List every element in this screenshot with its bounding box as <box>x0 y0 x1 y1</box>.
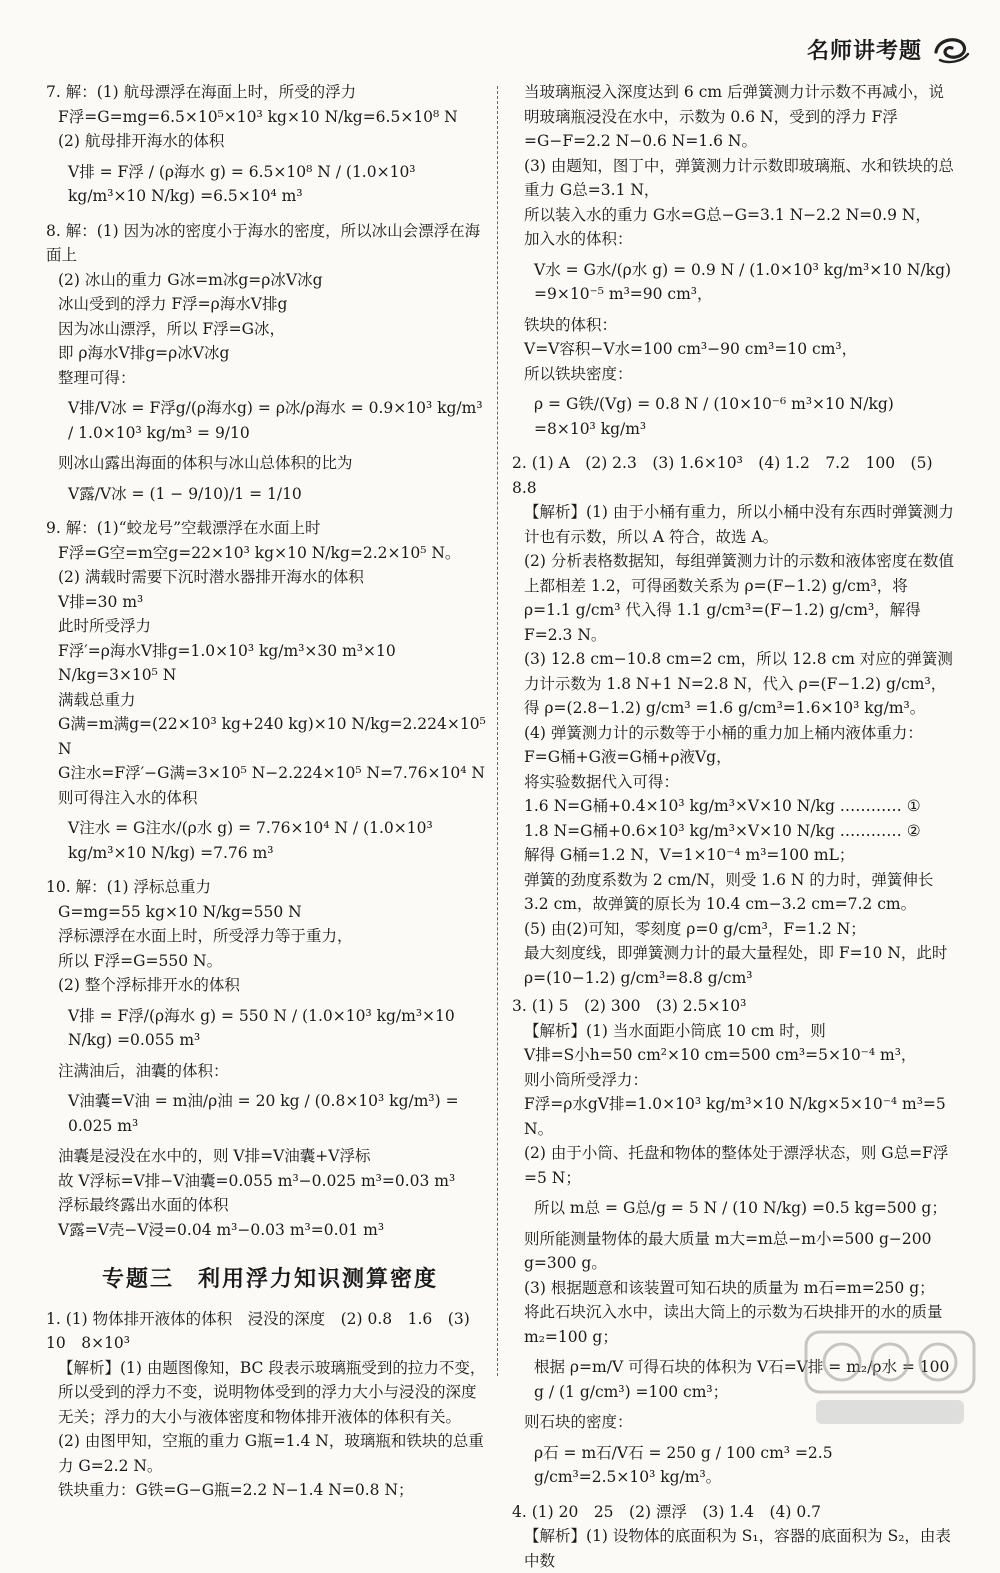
left-column-line: 油囊是浸没在水中的，则 V排=V油囊+V浮标 <box>58 1147 371 1165</box>
left-column-line: 8. 解：(1) 因为冰的密度小于海水的密度，所以冰山会漂浮在海面上 <box>46 221 481 264</box>
left-column-line: V注水 = G注水/(ρ水 g) = 7.76×10⁴ N / (1.0×10³ kg/m³×10 N/kg) =7.76 m³ <box>68 819 438 862</box>
right-column-line: 将实验数据代入可得： <box>524 772 680 791</box>
right-column-line: V水 = G水/(ρ水 g) = 0.9 N / (1.0×10³ kg/m³×10 N/kg) =9×10⁻⁵ m³=90 cm³， <box>534 260 956 303</box>
left-after-title-line: 铁块重力：G铁=G−G瓶=2.2 N−1.4 N=0.8 N； <box>58 1481 414 1499</box>
right-column-line: 将此石块沉入水中，读出大筒上的示数为石块排开的水的质量 m₂=100 g； <box>524 1303 948 1346</box>
left-column-line: 则可得注入水的体积 <box>58 788 198 807</box>
left-column-line: 则冰山露出海面的体积与冰山总体积的比为 <box>58 454 353 472</box>
left-column-line: 浮标最终露出水面的体积 <box>58 1196 229 1214</box>
left-column-line: (2) 冰山的重力 G冰=m冰g=ρ冰V冰g <box>58 270 323 289</box>
left-column-line: V排 = F浮/(ρ海水 g) = 550 N / (1.0×10³ kg/m³×10 N/kg) =0.055 m³ <box>68 1006 460 1049</box>
left-column-line: (2) 整个浮标排开水的体积 <box>58 976 240 994</box>
right-column-line: 所以装入水的重力 G水=G总−G=3.1 N−2.2 N=0.9 N， <box>524 205 931 224</box>
right-column-line: V=V容积−V水=100 cm³−90 cm³=10 cm³， <box>524 340 858 358</box>
right-column-line: 解得 G桶=1.2 N，V=1×10⁻⁴ m³=100 mL； <box>524 846 855 864</box>
right-column-line: 1.8 N=G桶+0.6×10³ kg/m³×V×10 N/kg ………… ② <box>524 821 921 840</box>
right-column-line: 所以铁块密度： <box>524 364 633 383</box>
right-column-line: 所以 m总 = G总/g = 5 N / (10 N/kg) =0.5 kg=500 g； <box>534 1199 947 1217</box>
left-column-line: V油囊=V油 = m油/ρ油 = 20 kg / (0.8×10³ kg/m³) = 0.025 m³ <box>68 1092 464 1135</box>
left-column <box>46 80 491 1503</box>
left-column-line: 即 ρ海水V排g=ρ冰V冰g <box>58 344 230 362</box>
left-after-title-line: (2) 由图甲知，空瓶的重力 G瓶=1.4 N，玻璃瓶和铁块的总重力 G=2.2 N。 <box>58 1432 484 1475</box>
left-column-line: 9. 解：(1)“蛟龙号”空载漂浮在水面上时 <box>46 519 321 537</box>
column-divider <box>497 86 498 1376</box>
left-column-line: G满=m满g=(22×10³ kg+240 kg)×10 N/kg=2.224×10⁵ N <box>58 715 491 758</box>
left-column-line: 冰山受到的浮力 F浮=ρ海水V排g <box>58 295 288 313</box>
right-column-line: 加入水的体积： <box>524 230 633 248</box>
right-column-line: 【解析】(1) 由于小桶有重力，所以小桶中没有东西时弹簧测力计也有示数，所以 A 符合，故选 A。 <box>524 503 954 546</box>
left-column-line: V露=V壳−V浸=0.04 m³−0.03 m³=0.01 m³ <box>58 1220 385 1239</box>
right-column-line: 则石块的密度： <box>524 1413 633 1431</box>
right-column-line: F=G桶+G液=G桶+ρ液Vg， <box>524 748 732 766</box>
left-column-line: V露/V冰 = (1 − 9/10)/1 = 1/10 <box>68 484 302 503</box>
left-column-line: F浮=G=mg=6.5×10⁵×10³ kg×10 N/kg=6.5×10⁸ N <box>58 107 458 126</box>
left-answers <box>46 80 491 1242</box>
right-column-line: 则小筒所受浮力： <box>524 1070 649 1089</box>
left-column-line: 整理可得： <box>58 368 136 387</box>
right-column-line: (2) 由于小筒、托盘和物体的整体处于漂浮状态，则 G总=F浮=5 N； <box>524 1144 949 1187</box>
left-column-line: F浮′=ρ海水V排g=1.0×10³ kg/m³×30 m³×10 N/kg=3×10⁵ N <box>58 641 401 684</box>
left-column-line: F浮=G空=m空g=22×10³ kg×10 N/kg=2.2×10⁵ N。 <box>58 543 461 562</box>
right-column-line: 当玻璃瓶浸入深度达到 6 cm 后弹簧测力计示数不再减小，说明玻璃瓶浸没在水中，示数为 0.6 N，受到的浮力 F浮=G−F=2.2 N−0.6 N=1.6 N。 <box>524 83 945 150</box>
right-column-line: 根据 ρ=m/V 可得石块的体积为 V石=V排 = m₂/ρ水 = 100 g / (1 g/cm³) =100 cm³； <box>534 1358 955 1401</box>
right-column-line: ρ石 = m石/V石 = 250 g / 100 cm³ =2.5 g/cm³=2.5×10³ kg/m³。 <box>534 1443 838 1486</box>
left-after-title-line: 1. (1) 物体排开液体的体积 浸没的深度 (2) 0.8 1.6 (3) 10 8×10³ <box>46 1309 475 1352</box>
right-column-line: (2) 分析表格数据知，每组弹簧测力计的示数和液体密度在数值上都相差 1.2，可得函数关系为 ρ=(F−1.2) g/cm³，将 ρ=1.1 g/cm³ 代入得 1.1 g/cm³=(F−1.2) g/cm³，解得 F=2.3 N。 <box>524 552 954 644</box>
left-column-line: (2) 航母排开海水的体积 <box>58 132 225 150</box>
left-column-line: V排=30 m³ <box>58 592 144 611</box>
brand-title: 名师讲考题 <box>806 38 922 64</box>
left-column-line: V排/V冰 = F浮g/(ρ海水g) = ρ冰/ρ海水 = 0.9×10³ kg/m³ / 1.0×10³ kg/m³ = 9/10 <box>68 399 488 442</box>
right-column-line: 【解析】(1) 设物体的底面积为 S₁，容器的底面积为 S₂，由表中数 <box>524 1527 951 1570</box>
left-column-line: 满载总重力 <box>58 690 136 709</box>
section-title: 专题三 利用浮力知识测算密度 <box>102 1267 439 1292</box>
right-column-line: (4) 弹簧测力计的示数等于小桶的重力加上桶内液体重力： <box>524 723 923 742</box>
left-column-line: 所以 F浮=G=550 N。 <box>58 951 223 970</box>
right-column-line: 3. (1) 5 (2) 300 (3) 2.5×10³ <box>512 997 747 1015</box>
left-column-line: 因为冰山漂浮，所以 F浮=G冰， <box>58 319 286 338</box>
left-column-line: V排 = F浮 / (ρ海水 g) = 6.5×10⁸ N / (1.0×10³ kg/m³×10 N/kg) =6.5×10⁴ m³ <box>68 162 421 205</box>
left-column-line: (2) 满载时需要下沉时潜水器排开海水的体积 <box>58 568 364 586</box>
left-after-title-line: 【解析】(1) 由题图像知，BC 段表示玻璃瓶受到的拉力不变，所以受到的浮力不变，说明物体受到的浮力大小与浸没的深度无关；浮力的大小与液体密度和物体排开液体的体积有关。 <box>58 1358 486 1426</box>
right-column-line: 4. (1) 20 25 (2) 漂浮 (3) 1.4 (4) 0.7 <box>512 1502 821 1521</box>
left-column-line: 故 V浮标=V排−V油囊=0.055 m³−0.025 m³=0.03 m³ <box>58 1171 456 1190</box>
right-column-line: 弹簧的劲度系数为 2 cm/N，则受 1.6 N 的力时，弹簧伸长 3.2 cm，故弹簧的原长为 10.4 cm−3.2 cm=7.2 cm。 <box>524 870 939 913</box>
left-answers-continued <box>46 1307 486 1503</box>
right-column-line: V排=S小h=50 cm²×10 cm=500 cm³=5×10⁻⁴ m³， <box>524 1046 917 1064</box>
left-column-line: 10. 解：(1) 浮标总重力 <box>46 878 211 896</box>
watermark-logo-icon <box>802 1328 978 1432</box>
right-column-line: 铁块的体积： <box>524 315 618 334</box>
right-column-line: F浮=ρ水gV排=1.0×10³ kg/m³×10 N/kg×5×10⁻⁴ m³=5 N。 <box>524 1095 951 1138</box>
right-column-line: 最大刻度线，即弹簧测力计的最大量程处，即 F=10 N，此时 ρ=(10−1.2) g/cm³=8.8 g/cm³ <box>524 944 953 987</box>
right-column-line: (3) 12.8 cm−10.8 cm=2 cm，所以 12.8 cm 对应的弹簧测力计示数为 1.8 N+1 N=2.8 N，代入 ρ=(F−1.2) g/cm³，得 ρ=(2.8−1.2) g/cm³ =1.6 g/cm³=1.6×10³ kg/m³。 <box>524 650 953 717</box>
left-column-line: 浮标漂浮在水面上时，所受浮力等于重力， <box>58 927 353 945</box>
left-column-line: G注水=F浮′−G满=3×10⁵ N−2.224×10⁵ N=7.76×10⁴ N <box>58 764 485 782</box>
right-column-line: (3) 由题知，图丁中，弹簧测力计示数即玻璃瓶、水和铁块的总重力 G总=3.1 N， <box>524 156 954 199</box>
right-column-line: 则所能测量物体的最大质量 m大=m总−m小=500 g−200 g=300 g。 <box>524 1229 937 1272</box>
right-column-line: 1.6 N=G桶+0.4×10³ kg/m³×V×10 N/kg ………… ① <box>524 797 921 815</box>
right-column-line: (5) 由(2)可知，零刻度 ρ=0 g/cm³，F=1.2 N； <box>524 919 866 938</box>
swirl-logo-icon <box>930 32 972 66</box>
left-column-line: 注满油后，油囊的体积： <box>58 1061 229 1080</box>
left-column-line: 7. 解：(1) 航母漂浮在海面上时，所受的浮力 <box>46 83 357 101</box>
right-column-line: ρ = G铁/(Vg) = 0.8 N / (10×10⁻⁶ m³×10 N/kg) =8×10³ kg/m³ <box>534 395 899 438</box>
right-column-line: (3) 根据题意和该装置可知石块的质量为 m石=m=250 g； <box>524 1278 935 1297</box>
right-column-line: 【解析】(1) 当水面距小筒底 10 cm 时，则 <box>524 1021 826 1040</box>
left-column-line: G=mg=55 kg×10 N/kg=550 N <box>58 902 302 921</box>
page-header <box>807 32 972 66</box>
right-column-line: 2. (1) A (2) 2.3 (3) 1.6×10³ (4) 1.2 7.2 100 (5) 8.8 <box>512 454 938 497</box>
left-column-line: 此时所受浮力 <box>58 617 152 635</box>
